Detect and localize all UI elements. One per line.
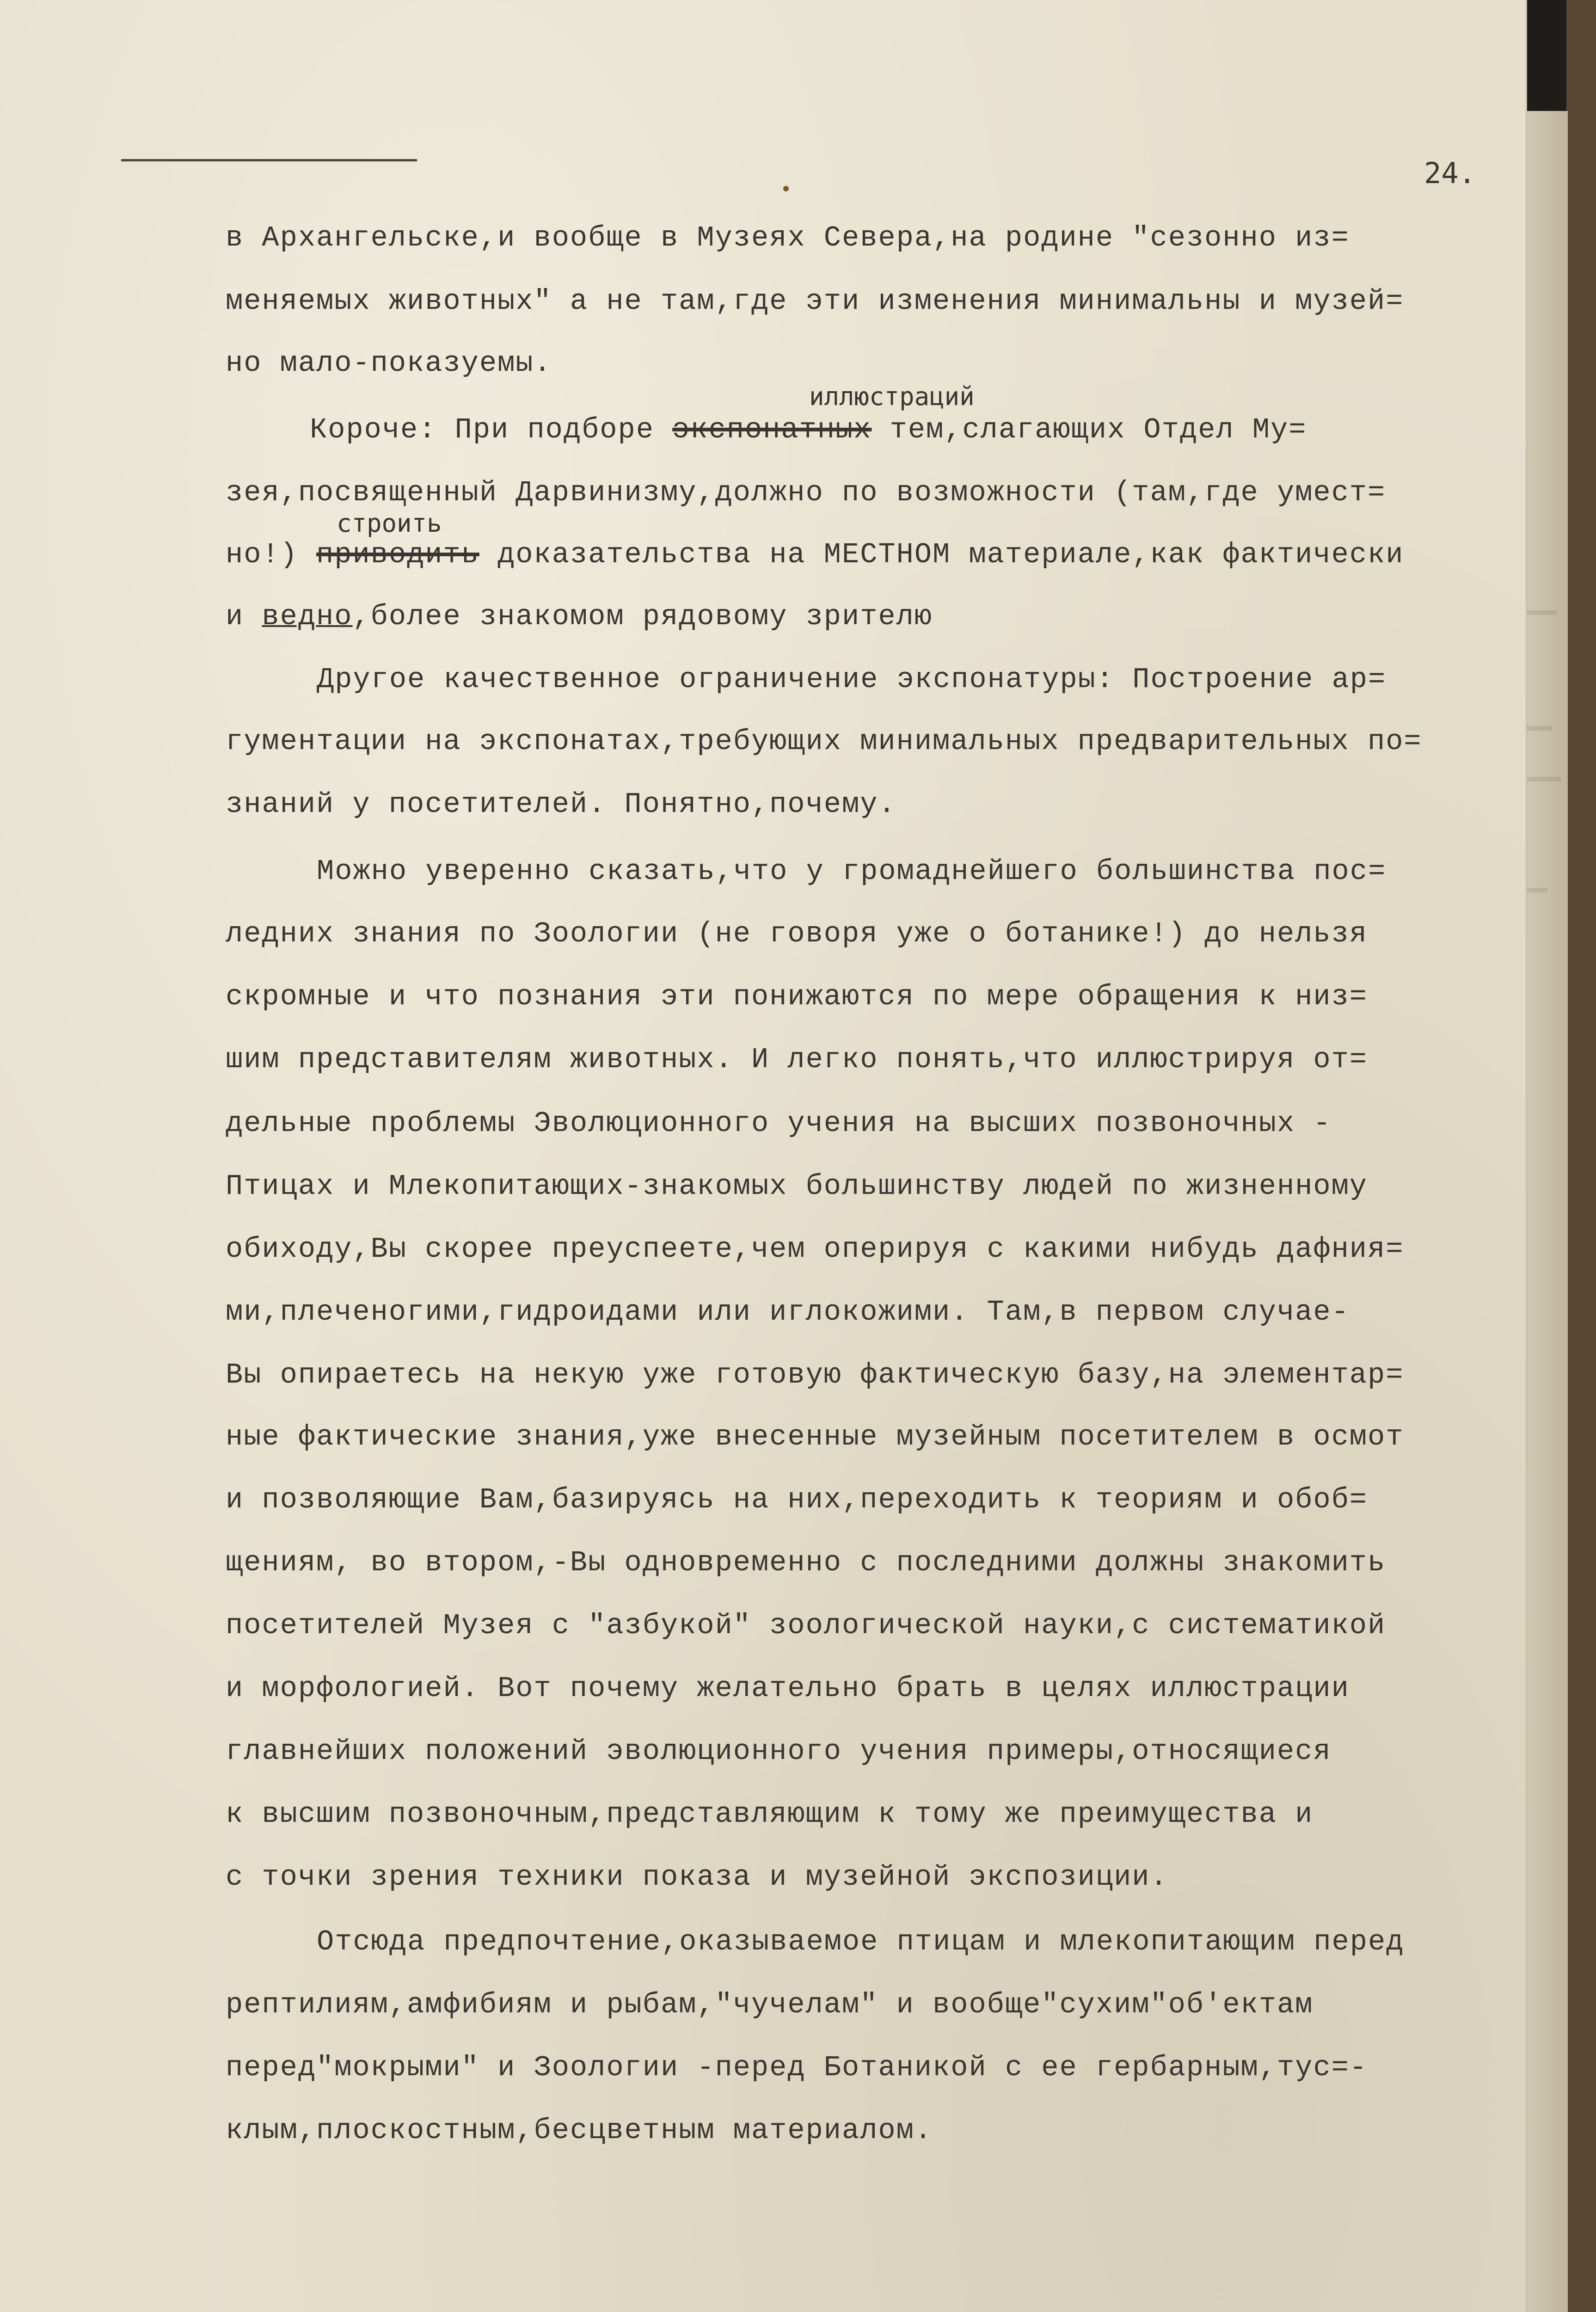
text-line: рептилиям,амфибиям и рыбам,"чучелам" и вообще"сухим"об'ектам xyxy=(226,1988,1314,2021)
text-segment: и xyxy=(226,600,262,633)
text-line: с точки зрения техники показа и музейной экспозиции. xyxy=(226,1861,1168,1894)
text-line: щениям, во втором,-Вы одновременно с последними должны знакомить xyxy=(226,1546,1386,1579)
page-number: 24. xyxy=(1424,156,1476,190)
top-rule xyxy=(121,159,417,161)
text-line xyxy=(226,598,933,635)
text-line: гументации на экспонатах,требующих минимальных предварительных по= xyxy=(226,725,1422,758)
text-line: ледних знания по Зоологии (не говоря уже о ботанике!) до нельзя xyxy=(226,917,1368,950)
text-line: шим представителям животных. И легко понять,что иллюстрируя от= xyxy=(226,1043,1368,1076)
text-segment: тем,слагающих Отдел Му= xyxy=(872,413,1307,446)
struck-out-word: ведно xyxy=(262,600,353,633)
text-line: Можно уверенно сказать,что у громаднейшего большинства пос= xyxy=(317,855,1387,888)
text-line xyxy=(226,536,1404,573)
handwritten-insertion: иллюстраций xyxy=(809,382,975,411)
struck-out-word: приводить xyxy=(316,538,479,571)
text-line: Птицах и Млекопитающих-знакомых большинству людей по жизненному xyxy=(226,1170,1368,1203)
text-line: меняемых животных" а не там,где эти изменения минимальны и музей= xyxy=(226,285,1404,318)
text-line: ми,плеченогими,гидроидами или иглокожими. Там,в первом случае- xyxy=(226,1296,1350,1328)
text-line: дельные проблемы Эволюционного учения на высших позвоночных - xyxy=(226,1107,1332,1140)
text-line: в Архангельске,и вообще в Музеях Севера,на родине "сезонно из= xyxy=(226,221,1350,254)
text-line: посетителей Музея с "азбукой" зоологической науки,с систематикой xyxy=(226,1609,1386,1642)
text-line: главнейших положений эволюционного учения примеры,относящиеся xyxy=(226,1735,1332,1768)
text-line: Отсюда предпочтение,оказываемое птицам и млекопитающим перед xyxy=(317,1925,1405,1958)
text-segment: доказательства на МЕСТНОМ материале,как фактически xyxy=(479,538,1404,571)
ink-dot xyxy=(783,186,789,191)
text-line: Вы опираетесь на некую уже готовую фактическую базу,на элементар= xyxy=(226,1359,1404,1391)
text-line: Другое качественное ограничение экспонатуры: Построение ар= xyxy=(317,663,1387,696)
text-line: обиходу,Вы скорее преуспеете,чем оперируя с какими нибудь дафния= xyxy=(226,1233,1404,1266)
text-line: и морфологией. Вот почему желательно брать в целях иллюстрации xyxy=(226,1672,1350,1705)
text-line: зея,посвященный Дарвинизму,должно по возможности (там,где умест= xyxy=(226,476,1386,509)
struck-out-word: экспонатных xyxy=(672,413,872,446)
text-line: но мало-показуемы. xyxy=(226,347,552,380)
text-segment: ,более знакомом рядовому зрителю xyxy=(352,600,933,633)
text-line: к высшим позвоночным,представляющим к тому же преимущества и xyxy=(226,1798,1314,1831)
text-segment: но!) xyxy=(226,538,317,571)
text-line: и позволяющие Вам,базируясь на них,переходить к теориям и обоб= xyxy=(226,1483,1368,1516)
text-line: знаний у посетителей. Понятно,почему. xyxy=(226,788,896,821)
text-line: перед"мокрыми" и Зоологии -перед Ботаникой с ее гербарным,тус=- xyxy=(226,2051,1368,2084)
text-segment: Короче: При подборе xyxy=(310,413,673,446)
text-line: ные фактические знания,уже внесенные музейным посетителем в осмот xyxy=(226,1420,1404,1453)
text-line xyxy=(310,412,1307,449)
binding-edge xyxy=(1566,0,1596,2312)
handwritten-insertion: строить xyxy=(337,509,442,538)
text-line: клым,плоскостным,бесцветным материалом. xyxy=(226,2114,933,2147)
text-line: скромные и что познания эти понижаются по мере обращения к низ= xyxy=(226,980,1368,1013)
